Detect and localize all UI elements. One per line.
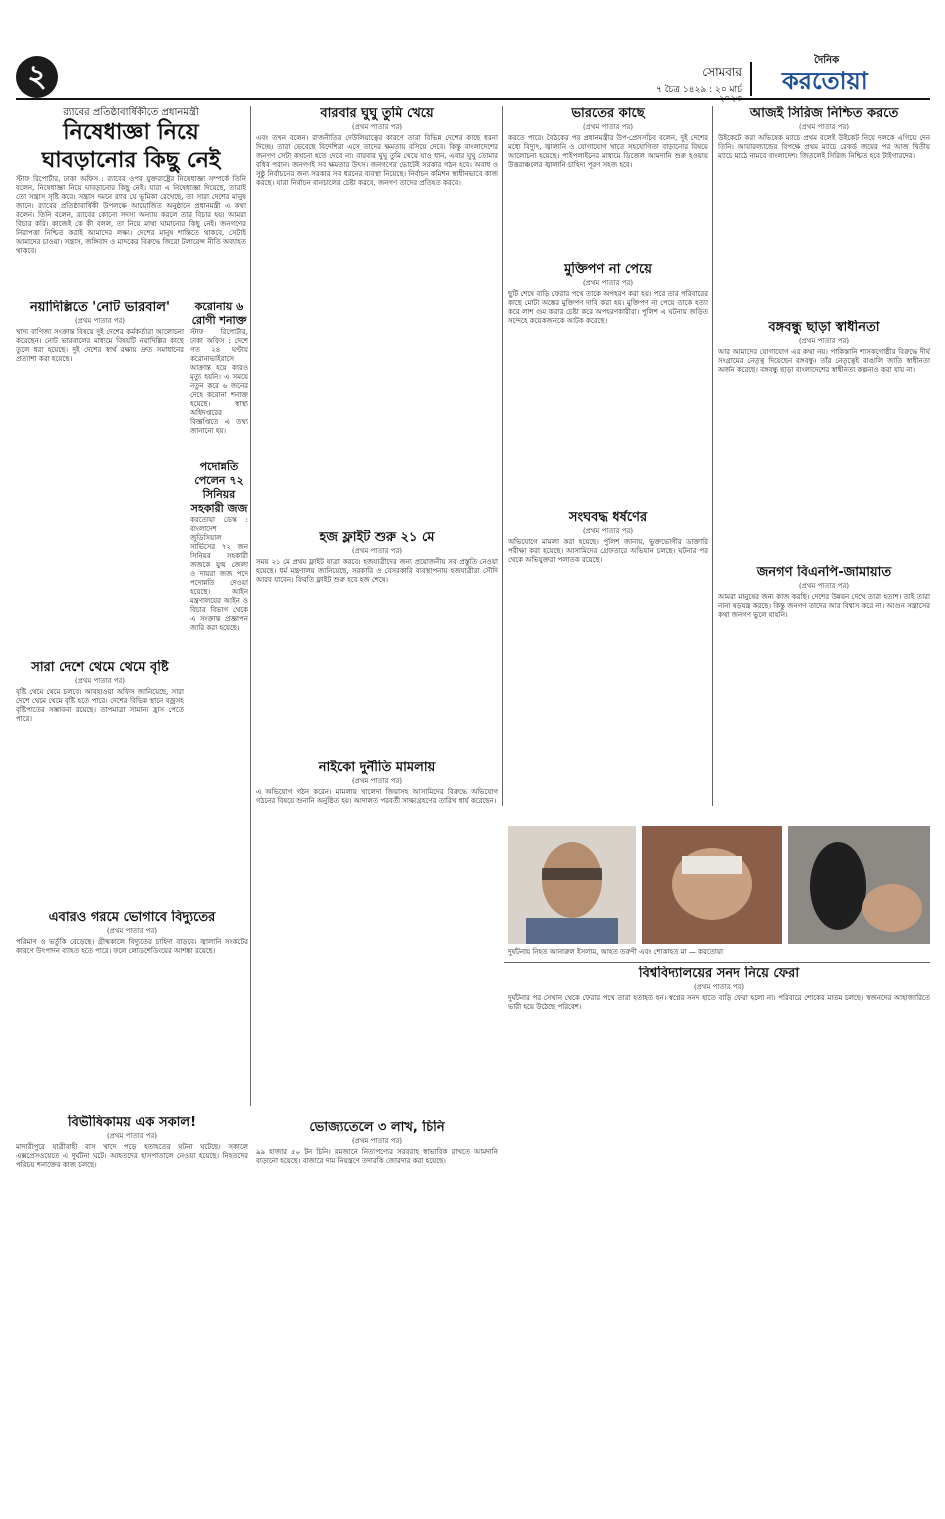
paper-prefix: দৈনিক (814, 55, 840, 66)
mukti-story (508, 262, 708, 502)
lead-headline: নিষেধাজ্ঞা নিয়ে ঘাবড়ানোর কিছু নেই (41, 120, 221, 173)
series-story (718, 106, 930, 316)
paper-logo: করতোয়া (782, 67, 868, 95)
masthead (0, 0, 945, 100)
songbad-cont: (প্রথম পাতার পর) (582, 527, 634, 535)
songbad-body: অভিযোগে মামলা করা হয়েছে। পুলিশ জানায়, ভুক্তভোগীর ডাক্তারি পরীক্ষা করা হয়েছে। আসামিদের গ্রেফতারে অভিযান চলছে। ঘটনার পর থেকে অভিযুক্তরা পলাতক রয়েছে। (508, 538, 708, 564)
bhoj-story (256, 1120, 498, 1510)
page-number-badge (16, 56, 62, 98)
hajj-body: সময় ২১ মে প্রথম ফ্লাইট যাত্রা করবে। হজযাত্রীদের জন্য প্রয়োজনীয় সব প্রস্তুতি নেওয়া হয়েছে। ধর্ম মন্ত্রণালয় জানিয়েছে, সরকারি ও বেসরকারি ব্যবস্থাপনায় হজযাত্রীরা সৌদি আরব যাবেন। ফিরতি ফ্লাইট শুরু হবে হজ শেষে। (256, 558, 498, 584)
bidyut-headline: এবারও গরমে ভোগাবে বিদ্যুতের (48, 910, 216, 925)
mukti-body: ছুটি শেষে বাড়ি ফেরার পথে তাকে অপহরণ করা হয়। পরে তার পরিবারের কাছে মোটা অঙ্কের মুক্তিপণ দাবি করা হয়। মুক্তিপণ না পেয়ে তাকে হত্যা করে লাশ গুম করার চেষ্টা করে অপহরণকারীরা। পুলিশ এ ঘটনায় জড়িত সন্দেহে কয়েকজনকে আটক করেছে। (508, 290, 708, 325)
boro-cont: (প্রথম পাতার পর) (351, 123, 403, 131)
jonogon-cont: (প্রথম পাতার পর) (798, 582, 850, 590)
lead-kicker: র‌্যাবের প্রতিষ্ঠাবার্ষিকীতে প্রধানমন্ত্রী (63, 107, 199, 118)
korona-body: স্টাফ রিপোর্টার, ঢাকা অফিস : দেশে গত ২৪ ঘণ্টায় করোনাভাইরাসে আক্রান্ত হয়ে কারও মৃত্যু হয়নি। এ সময়ে নতুন করে ৬ জনের দেহে করোনা শনাক্ত হয়েছে। স্বাস্থ্য অধিদপ্তরের বিজ্ঞপ্তিতে এ তথ্য জানানো হয়। (190, 328, 248, 435)
bidyut-cont: (প্রথম পাতার পর) (106, 927, 158, 935)
university-story (508, 966, 930, 1506)
mukti-cont: (প্রথম পাতার পর) (582, 279, 634, 287)
bharat-cont: (প্রথম পাতার পর) (582, 123, 634, 131)
boro-story (256, 106, 498, 526)
bidyut-story (16, 910, 248, 1110)
rain-cont: (প্রথম পাতার পর) (74, 677, 126, 685)
korona-headline: করোনায় ৬ রোগী শনাক্ত (191, 300, 247, 327)
photo-injured (642, 826, 782, 944)
photo-caption: দুর্ঘটনায় নিহত আনারুল ইসলাম, আহত তরুণী এবং শোকাহত মা — করতোয়া (508, 948, 724, 956)
note-headline: নয়াদিল্লিতে 'নোট ভারবাল' (30, 300, 170, 315)
section-rule (504, 962, 930, 963)
jonogon-body: আমরা মানুষের জন্য কাজ করছি। দেশের উন্নয়ন দেখে তারা হতাশ। তাই তারা নানা ষড়যন্ত্র করছে। কিন্তু জনগণ তাদের আর বিশ্বাস করে না। আগুন সন্ত্রাসের কথা জনগণ ভুলে যায়নি। (718, 593, 930, 619)
naiko-story (256, 760, 498, 900)
songbad-headline: সংঘবদ্ধ ধর্ষণের (568, 510, 648, 525)
bidyut-body: পরিমাণ ও ভর্তুকি বেড়েছে। গ্রীষ্মকালে বিদ্যুতের চাহিদা বাড়বে। জ্বালানি সংকটের কারণে উৎপাদন ব্যাহত হতে পারে। ফলে লোডশেডিংয়ের আশঙ্কা রয়েছে। (16, 938, 248, 955)
korona-story (190, 300, 248, 450)
rain-body: বৃষ্টি থেমে থেমে চলবে। আবহাওয়া অফিস জানিয়েছে, সারা দেশে থেমে থেমে বৃষ্টি হতে পারে। দেশের বিভিন্ন স্থানে বজ্রসহ বৃষ্টিপাতের সম্ভাবনা রয়েছে। তাপমাত্রা সামান্য হ্রাস পেতে পারে। (16, 688, 184, 723)
bhoj-headline: ভোজ্যতেলে ৩ লাখ, চিনি (309, 1120, 445, 1135)
series-body: উইকেটে করা অভিষেক ম্যাচে প্রথম বলেই উইকেট নিয়ে দলকে এগিয়ে দেন তিনি। আয়ারল্যান্ডের বিপক্ষে প্রথম ম্যাচে রেকর্ড জয়ের পর আজ দ্বিতীয় ম্যাচে মাঠে নামবে বাংলাদেশ। জিতলেই সিরিজ নিশ্চিত হবে টাইগারদের। (718, 134, 930, 160)
bharat-story (508, 106, 708, 256)
bongo-headline: বঙ্গবন্ধু ছাড়া স্বাধীনতা (768, 320, 880, 335)
rain-headline: সারা দেশে থেমে থেমে বৃষ্টি (31, 660, 169, 675)
masthead-rule (16, 98, 930, 100)
bongo-cont: (প্রথম পাতার পর) (798, 337, 850, 345)
podonnoti-body: করতোয়া ডেস্ক : বাংলাদেশ জুডিসিয়াল সার্ভিসের ৭২ জন সিনিয়র সহকারী জজকে যুগ্ম জেলা ও দায়রা জজ পদে পদোন্নতি দেওয়া হয়েছে। আইন মন্ত্রণালয়ের আইন ও বিচার বিভাগ থেকে এ সংক্রান্ত প্রজ্ঞাপন জারি করা হয়েছে। (190, 516, 248, 632)
series-headline: আজই সিরিজ নিশ্চিত করতে (749, 106, 899, 121)
rain-story (16, 660, 184, 900)
bharat-headline: ভারতের কাছে (571, 106, 645, 121)
naiko-headline: নাইকো দুর্নীতি মামলায় (318, 760, 436, 775)
series-cont: (প্রথম পাতার পর) (798, 123, 850, 131)
boro-headline: বারবার ঘুঘু তুমি খেয়ে (320, 106, 434, 121)
masthead-divider (750, 62, 752, 96)
note-cont: (প্রথম পাতার পর) (74, 317, 126, 325)
photo-man (508, 826, 636, 944)
jonogon-headline: জনগণ বিএনপি-জামায়াত (756, 565, 892, 580)
note-story (16, 300, 184, 650)
songbad-story (508, 510, 708, 810)
podonnoti-story (190, 460, 248, 720)
university-cont: (প্রথম পাতার পর) (693, 983, 745, 991)
bhoj-body: ৯৯ হাজার ৫০ টন চিনি। রমজানে নিত্যপণ্যের সরবরাহ স্বাভাবিক রাখতে আমদানি বাড়ানো হয়েছে। বাজারে দাম নিয়ন্ত্রণে তদারকি জোরদার করা হয়েছে। (256, 1148, 498, 1165)
lead-story (16, 106, 246, 296)
bibidhi-body: মাদারীপুরে যাত্রীবাহী বাস খাদে পড়ে হতাহতের ঘটনা ঘটেছে। সকালে এক্সপ্রেসওয়েতে এ দুর্ঘটনা ঘটে। আহতদের হাসপাতালে নেওয়া হয়েছে। নিহতদের পরিচয় শনাক্তের কাজ চলছে। (16, 1143, 248, 1169)
university-body: দুর্ঘটনার পর সেখান থেকে ফেরার পথে তারা হতাহত হন। স্বপ্নের সনদ হাতে বাড়ি ফেরা হলো না। পরিবারে শোকের মাতম চলছে। স্বজনদের আহাজারিতে ভারী হয়ে উঠেছে পরিবেশ। (508, 994, 930, 1011)
naiko-cont: (প্রথম পাতার পর) (351, 777, 403, 785)
boro-body: এবং তখন বলেন। রাজনীতির দেউলিয়াত্বের কারণে তারা বিভিন্ন দেশের কাছে ধরনা দিচ্ছে। তারা ভেবেছে বিদেশিরা এসে তাদের ক্ষমতায় বসিয়ে দেবে। কিন্তু বাংলাদেশের জনগণ সেটা কখনো হতে দেবে না। বারবার ঘুঘু তুমি খেয়ে যাও ধান, এবার ঘুঘু তোমার বধিব পরান। জনগণই সব ক্ষমতার উৎস। জনগণের ভোটেই সরকার গঠন হবে। অবাধ ও সুষ্ঠু নির্বাচনের জন্য সরকার সব ধরনের ব্যবস্থা নিয়েছে। নির্বাচন কমিশন স্বাধীনভাবে কাজ করছে। যারা নির্বাচন বানচালের চেষ্টা করবে, জনগণ তাদের প্রতিহত করবে। (256, 134, 498, 187)
page-number: ২ (27, 59, 47, 94)
university-headline: বিশ্ববিদ্যালয়ের সনদ নিয়ে ফেরা (638, 966, 800, 981)
masthead-day: সোমবার (702, 65, 742, 79)
bhoj-cont: (প্রথম পাতার পর) (351, 1137, 403, 1145)
hajj-cont: (প্রথম পাতার পর) (351, 547, 403, 555)
lead-body: স্টাফ রিপোর্টার, ঢাকা অফিস : র‌্যাবের ওপর যুক্তরাষ্ট্রের নিষেধাজ্ঞা সম্পর্কে তিনি বলেন, নিষেধাজ্ঞা নিয়ে ঘাবড়ানোর কিছু নেই। যারা এ নিষেধাজ্ঞা দিয়েছে, তারাই তো সন্ত্রাস সৃষ্টি করে। সন্ত্রাস দমনে র‌্যাব যে ভূমিকা রেখেছে, তা সারা দেশের মানুষ জানে। র‌্যাবের প্রতিষ্ঠাবার্ষিকী উপলক্ষে আয়োজিত অনুষ্ঠানে প্রধানমন্ত্রী এ কথা বলেন। তিনি বলেন, র‌্যাবের কোনো সদস্য অন্যায় করলে তার বিচার হয়। আমরা বিচার করি। কাজেই কে কী বলল, তা নিয়ে মাথা ঘামানোর কিছু নেই। জনগণের নিরাপত্তা নিশ্চিত করাই আমাদের লক্ষ্য। দেশের মানুষ শান্তিতে থাকবে, সেটাই আমাদের চাওয়া। সন্ত্রাস, জঙ্গিবাদ ও মাদকের বিরুদ্ধে জিরো টলারেন্স নীতি অব্যাহত থাকবে। (16, 175, 246, 255)
note-body: খাদ্য বাণিজ্য সংক্রান্ত বিষয়ে দুই দেশের কর্মকর্তারা আলোচনা করেছেন। নোট ভারবালের মাধ্যমে বিষয়টি নয়াদিল্লির কাছে তুলে ধরা হয়েছে। দুই দেশের স্বার্থ রক্ষায় দ্রুত সমাধানের প্রত্যাশা করা হয়েছে। (16, 328, 184, 363)
bibidhi-headline: বিভীষিকাময় এক সকাল! (67, 1115, 197, 1130)
bibidhi-cont: (প্রথম পাতার পর) (106, 1132, 158, 1140)
podonnoti-headline: পদোন্নতি পেলেন ৭২ সিনিয়র সহকারী জজ (190, 460, 248, 515)
mukti-headline: মুক্তিপণ না পেয়ে (564, 262, 652, 277)
column-rule (250, 106, 251, 1106)
bongo-body: আর আমাদের যোগাযোগ এর কথা নয়। পাকিস্তানি শাসকগোষ্ঠীর বিরুদ্ধে দীর্ঘ সংগ্রামের নেতৃত্ব দিয়েছেন বঙ্গবন্ধু। তাঁর নেতৃত্বেই বাঙালি জাতি স্বাধীনতা অর্জন করেছে। বঙ্গবন্ধু ছাড়া বাংলাদেশের স্বাধীনতা কল্পনাও করা যায় না। (718, 348, 930, 374)
hajj-headline: হজ ফ্লাইট শুরু ২১ মে (319, 530, 435, 545)
hajj-story (256, 530, 498, 750)
bongo-story (718, 320, 930, 560)
bibidhi-story (16, 1115, 248, 1505)
bharat-body: করতে পারে। বৈঠকের পর প্রধানমন্ত্রীর উপ-প্রেসসচিব বলেন, দুই দেশের মধ্যে বিদ্যুৎ, জ্বালানি ও যোগাযোগ খাতে সহযোগিতা বাড়ানোর বিষয়ে আলোচনা হয়েছে। পাইপলাইনের মাধ্যমে ডিজেল আমদানি শুরু হওয়ায় উত্তরাঞ্চলের জ্বালানি চাহিদা পূরণ সহজ হবে। (508, 134, 708, 169)
photo-mother (788, 826, 930, 944)
masthead-date: ৭ চৈত্র ১৪২৯ : ২০ মার্চ (656, 85, 742, 95)
column-rule (712, 106, 713, 806)
naiko-body: এ অভিযোগ গঠন করেন। মামলায় খালেদা জিয়াসহ আসামিদের বিরুদ্ধে অভিযোগ গঠনের বিষয়ে শুনানি অনুষ্ঠিত হয়। আদালত পরবর্তী সাক্ষ্যগ্রহণের তারিখ ধার্য করেছেন। (256, 788, 498, 805)
column-rule (502, 106, 503, 806)
jonogon-story (718, 565, 930, 810)
